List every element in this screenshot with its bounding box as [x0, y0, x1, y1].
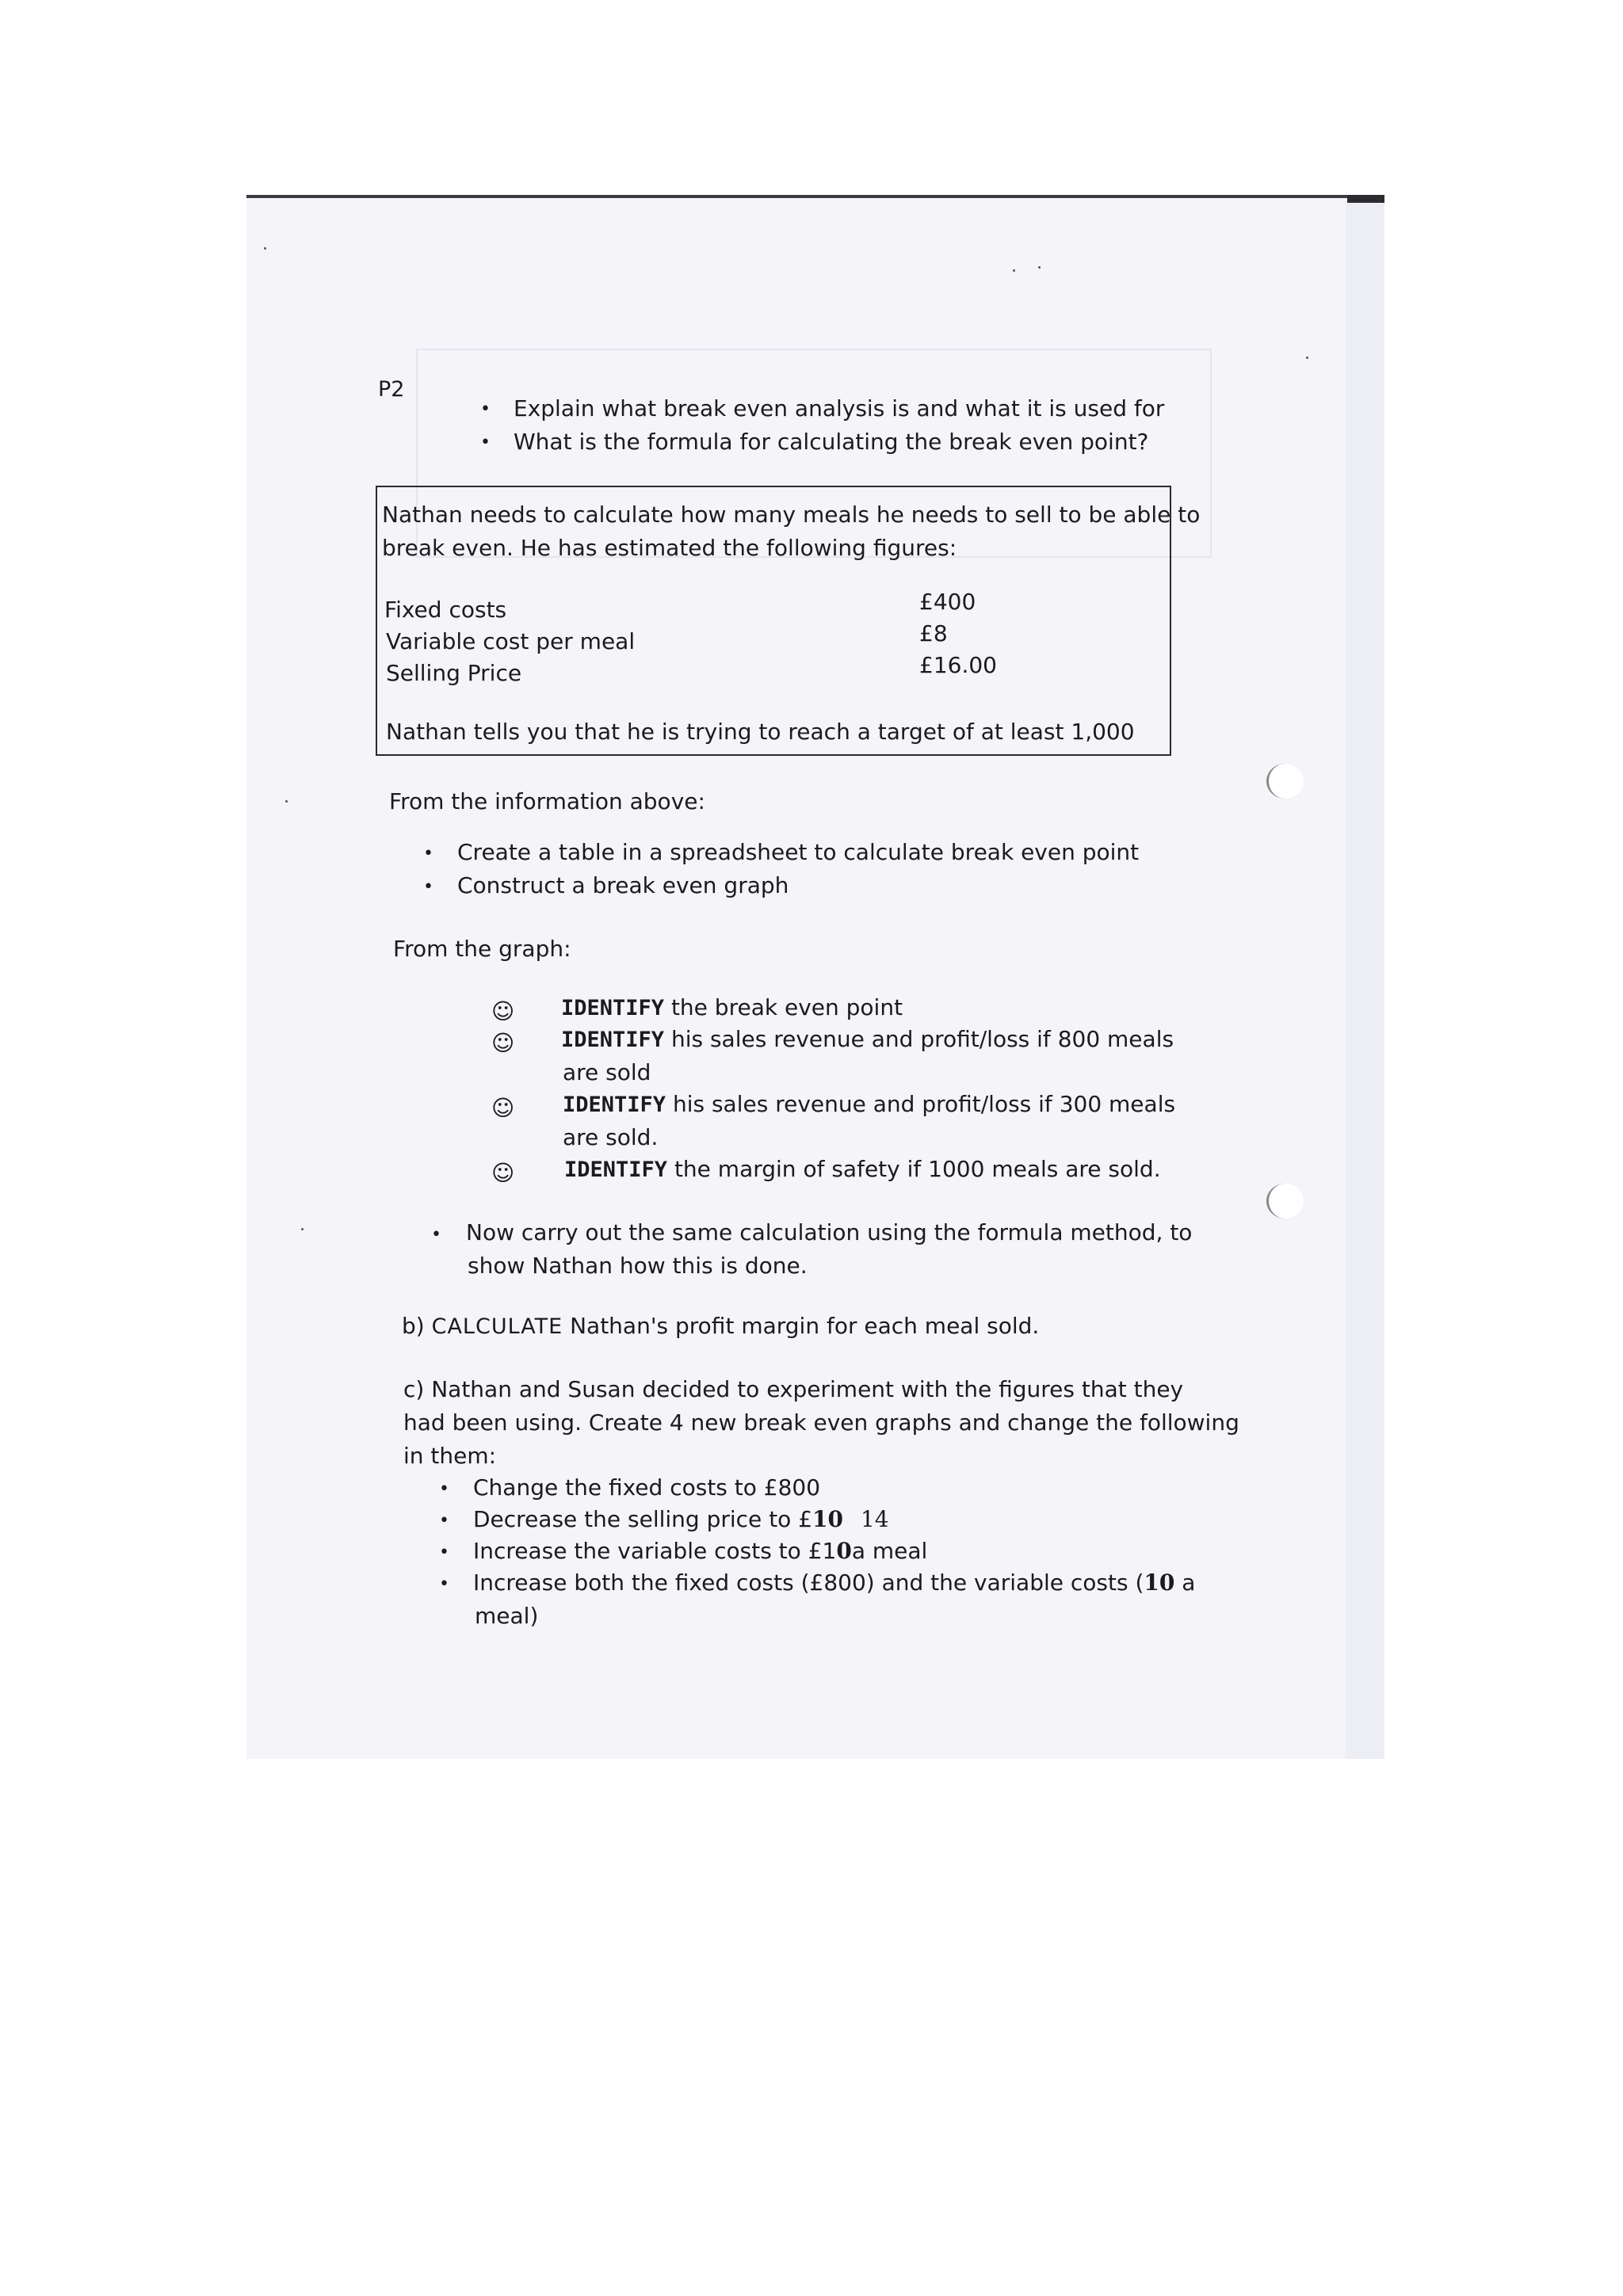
speck — [1038, 266, 1041, 269]
speck — [1013, 269, 1015, 272]
part-c-prefix: c) — [403, 1376, 432, 1402]
part-c-bullet-4-text: Increase both the fixed costs (£800) and the variable costs ( — [473, 1569, 1144, 1596]
identify-item-1-text: the break even point — [664, 994, 903, 1020]
part-b — [402, 1315, 1039, 1337]
part-c-bullet-2 — [473, 1508, 889, 1531]
figure-label-variable: Variable cost per meal — [386, 628, 636, 654]
smiley-icon: ☺ — [491, 1160, 515, 1186]
punch-hole-lower — [1266, 1184, 1304, 1219]
smiley-icon: ☺ — [491, 1095, 515, 1121]
sheet-right-strip — [1346, 203, 1384, 1759]
sheet-top-edge — [246, 195, 1384, 198]
identify-item-4-text: the margin of safety if 1000 meals are sold. — [667, 1156, 1161, 1182]
intro-bullet-1: Explain what break even analysis is and what it is used for — [514, 395, 1165, 421]
bullet-icon: • — [480, 433, 491, 452]
part-c-last-line: meal) — [475, 1603, 539, 1629]
handwritten-correction: 14 — [860, 1506, 889, 1532]
handwritten-digits: 10 — [1144, 1569, 1175, 1596]
part-c-line-1-text: Nathan and Susan decided to experiment with the figures that they — [431, 1376, 1184, 1402]
identify-keyword: IDENTIFY — [564, 1158, 668, 1182]
speck — [1306, 357, 1308, 359]
part-c-bullet-2-text: Decrease the selling price to £ — [473, 1506, 813, 1532]
figure-label-price: Selling Price — [386, 660, 522, 686]
part-b-text: Nathan's profit margin for each meal sold. — [563, 1313, 1040, 1339]
part-c-bullet-4-after: a — [1174, 1569, 1196, 1596]
bullet-icon: • — [439, 1511, 449, 1531]
identify-item-1 — [561, 994, 903, 1020]
box-line-2: break even. He has estimated the following figures: — [382, 535, 957, 561]
intro-bullet-2: What is the formula for calculating the break even point? — [514, 429, 1149, 455]
identify-keyword: IDENTIFY — [563, 1093, 666, 1117]
identify-item-3 — [563, 1093, 1175, 1116]
identify-item-2-text: his sales revenue and profit/loss if 800 meals — [664, 1026, 1174, 1052]
figure-value-variable: £8 — [919, 620, 948, 646]
identify-item-2 — [561, 1028, 1174, 1051]
from-information-heading: From the information above: — [389, 788, 705, 814]
calculate-keyword: CALCULATE — [431, 1314, 563, 1339]
bullet-icon: • — [439, 1543, 449, 1562]
speck — [301, 1228, 304, 1230]
handwritten-strikeout: 10 — [812, 1506, 843, 1532]
smiley-icon: ☺ — [491, 998, 515, 1024]
part-c-line-3: in them: — [403, 1443, 497, 1469]
handwritten-digit: 0 — [836, 1538, 852, 1564]
bullet-icon: • — [439, 1479, 449, 1499]
identify-item-4 — [564, 1158, 1161, 1180]
part-c-line-1 — [403, 1376, 1184, 1402]
smiley-icon: ☺ — [491, 1030, 515, 1056]
bullet-icon: • — [423, 844, 433, 864]
identify-keyword: IDENTIFY — [561, 996, 665, 1020]
task-bullet-2: Construct a break even graph — [457, 872, 789, 898]
identify-item-3-cont: are sold. — [563, 1124, 659, 1150]
punch-hole-upper — [1266, 764, 1304, 799]
part-c-bullet-3-after: a meal — [851, 1538, 928, 1564]
figure-value-fixed: £400 — [919, 589, 976, 615]
formula-bullet-line-1: Now carry out the same calculation using the formula method, to — [466, 1219, 1193, 1245]
identify-item-3-text: his sales revenue and profit/loss if 300 meals — [666, 1091, 1176, 1117]
speck — [285, 800, 288, 803]
figure-label-fixed: Fixed costs — [384, 597, 507, 623]
part-b-prefix: b) — [402, 1313, 432, 1339]
figure-value-price: £16.00 — [919, 652, 997, 678]
bullet-icon: • — [480, 399, 491, 419]
box-line-1: Nathan needs to calculate how many meals he needs to sell to be able to — [382, 502, 1201, 528]
speck — [264, 247, 266, 250]
page-label: P2 — [378, 377, 405, 402]
task-bullet-1: Create a table in a spreadsheet to calculate break even point — [457, 839, 1140, 865]
box-target-line: Nathan tells you that he is trying to reach a target of at least 1,000 — [386, 719, 1135, 745]
part-c-line-2: had been using. Create 4 new break even graphs and change the following — [403, 1409, 1239, 1436]
bullet-icon: • — [423, 877, 433, 897]
from-graph-heading: From the graph: — [393, 936, 571, 962]
formula-bullet-line-2: show Nathan how this is done. — [468, 1253, 808, 1279]
part-c-bullet-1: Change the fixed costs to £800 — [473, 1474, 821, 1501]
bullet-icon: • — [431, 1225, 441, 1245]
part-c-bullet-4 — [473, 1569, 1196, 1596]
part-c-bullet-3 — [473, 1540, 927, 1562]
identify-item-2-cont: are sold — [563, 1059, 651, 1085]
bullet-icon: • — [439, 1574, 449, 1594]
part-c-bullet-3-text: Increase the variable costs to £1 — [473, 1538, 837, 1564]
identify-keyword: IDENTIFY — [561, 1028, 665, 1052]
